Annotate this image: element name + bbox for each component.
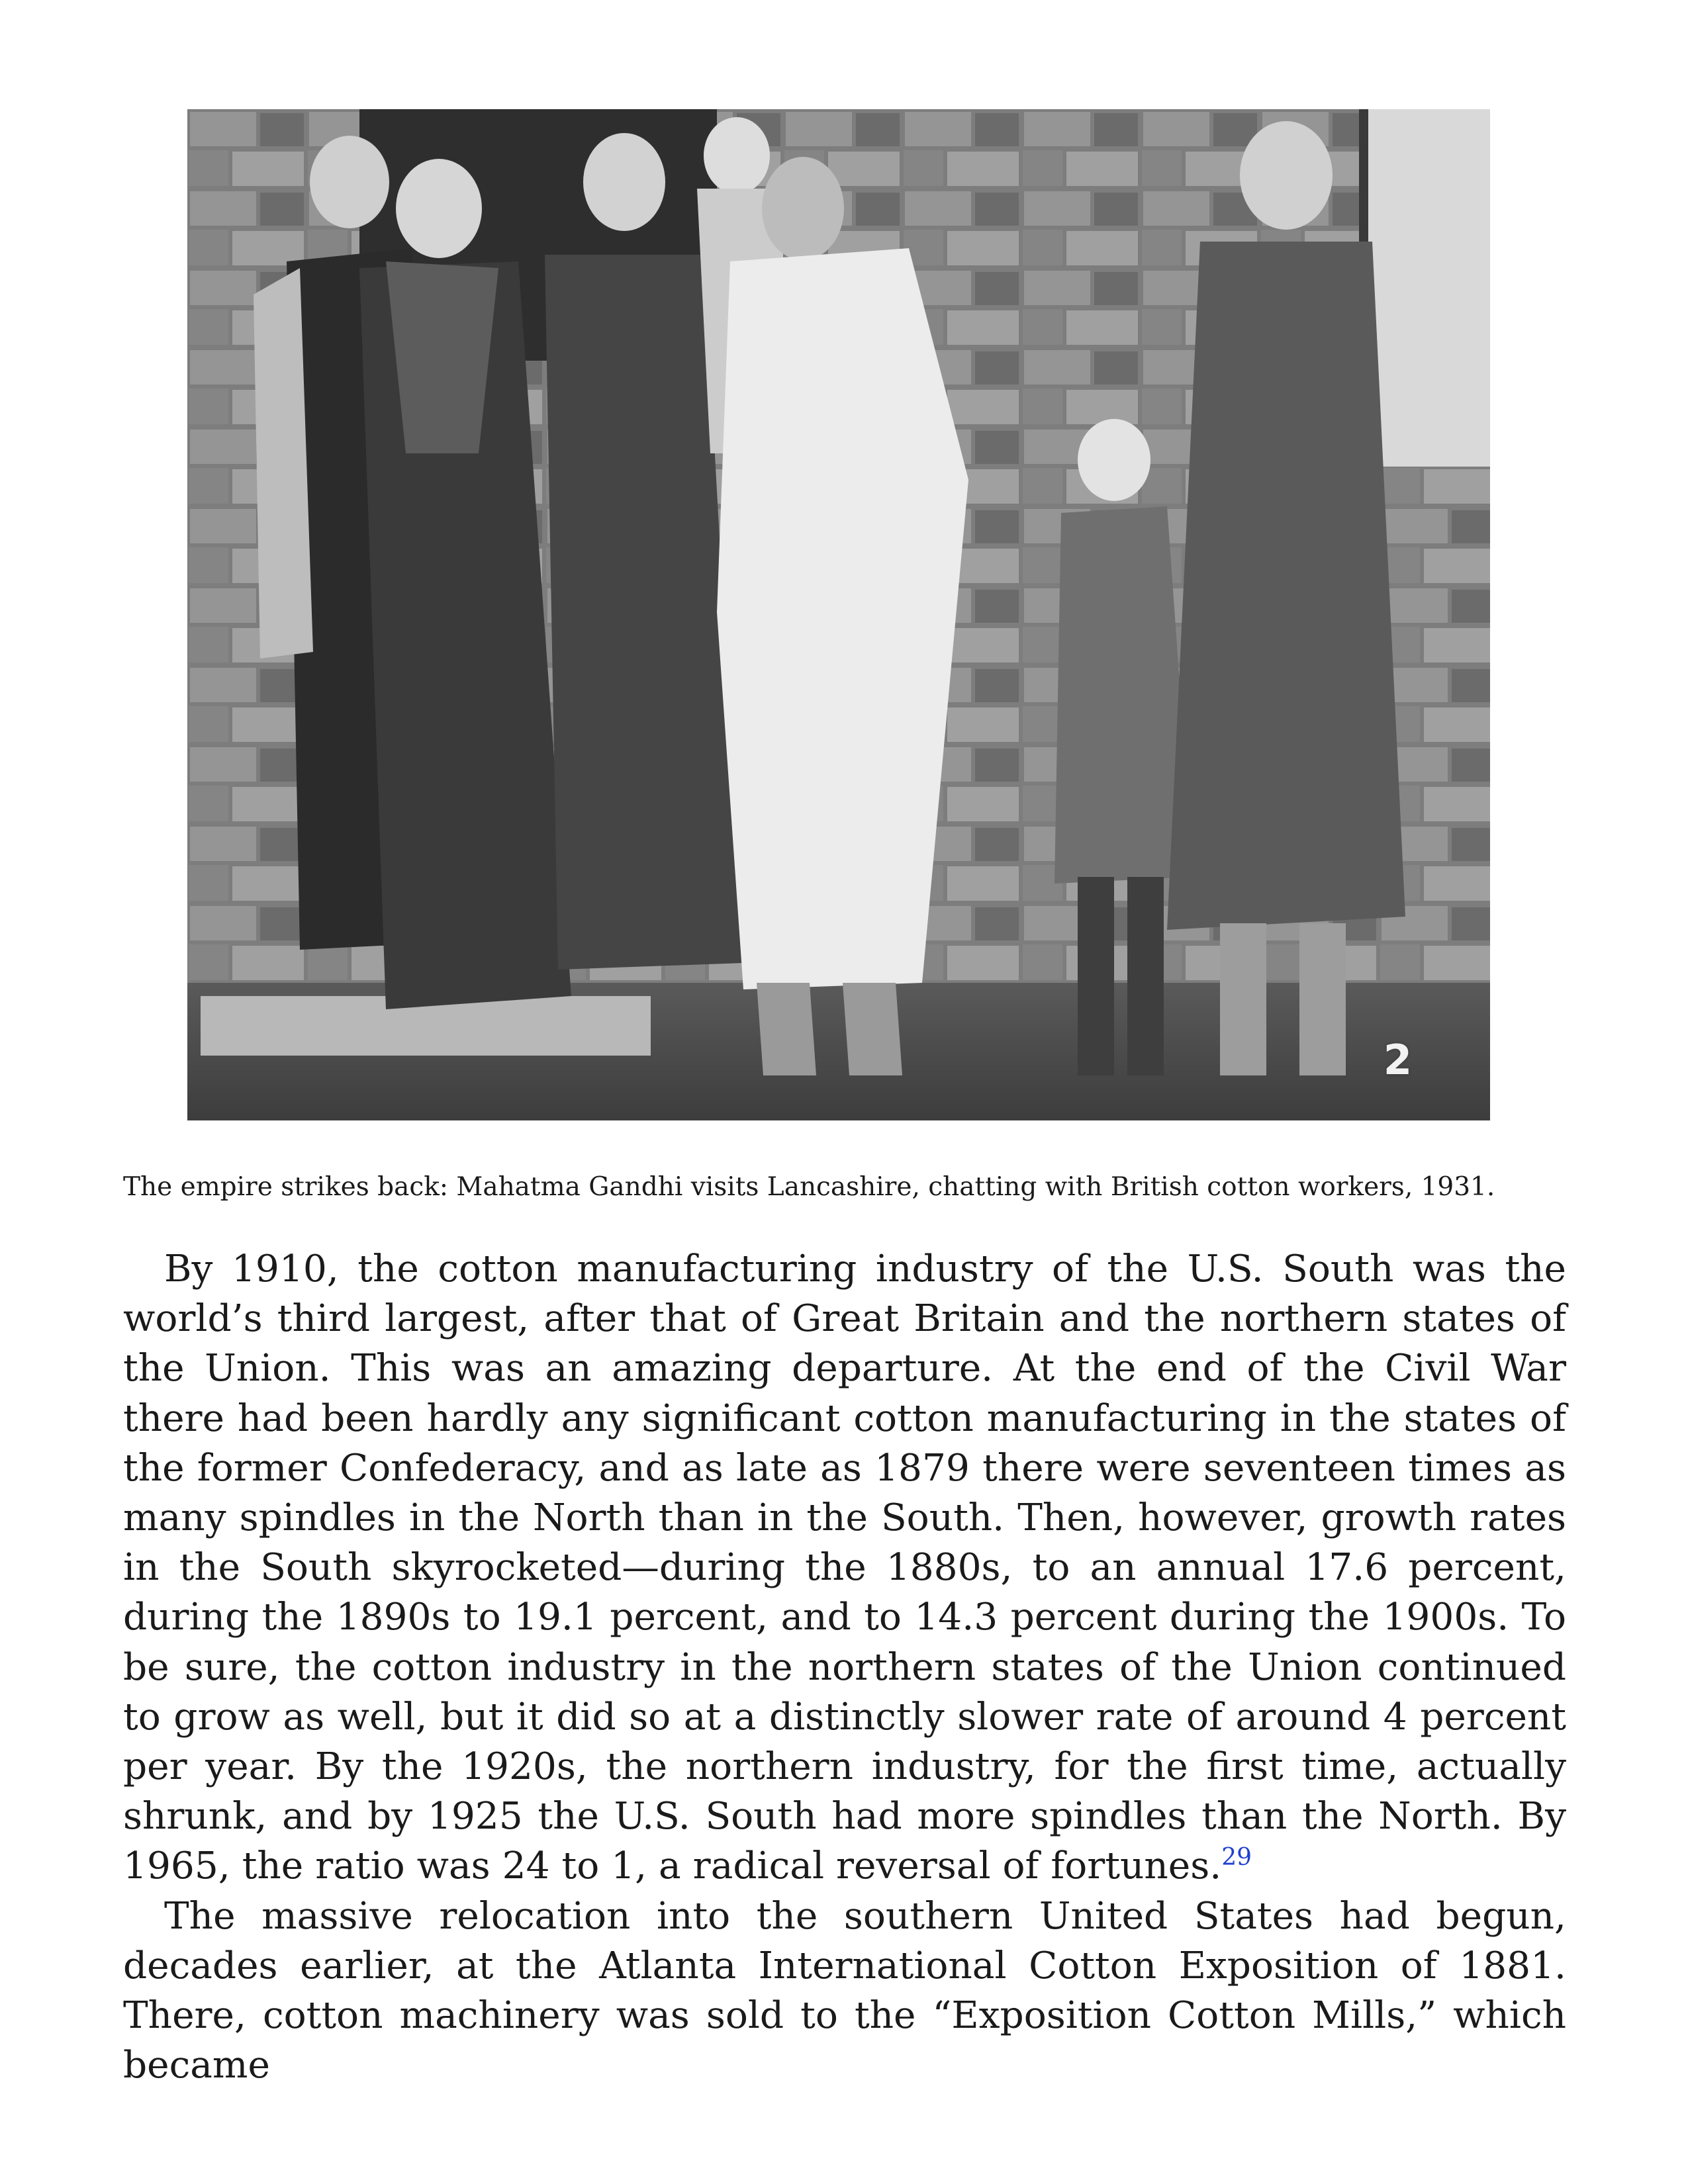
- figure-photograph: [187, 109, 1490, 1120]
- footnote-link[interactable]: 29: [1221, 1844, 1252, 1872]
- paragraph: [123, 1891, 1566, 2091]
- paragraph: [123, 1244, 1566, 1891]
- paragraph-text: By 1910, the cotton manufacturing industry of the U.S. South was the world’s third largest, after that of Great Britain and the northern states of the Union. This was an amazing departure. At the end of the Civil War there had been hardly any significant cotton manufacturing in the states of the former Confederacy, and as late as 1879 there were seventeen times as many spindles in the North than in the South. Then, however, growth rates in the South skyrocketed—during the 1880s, to an annual 17.6 percent, during the 1890s to 19.1 percent, and to 14.3 percent during the 1900s. To be sure, the cotton industry in the northern states of the Union continued to grow as well, but it did so at a distinctly slower rate of around 4 percent per year. By the 1920s, the northern industry, for the first time, actually shrunk, and by 1925 the U.S. South had more spindles than the North. By 1965, the ratio was 24 to 1, a radical reversal of fortunes.: [123, 1248, 1566, 1888]
- body-text: [123, 1244, 1566, 2090]
- figure-caption: The empire strikes back: Mahatma Gandhi visits Lancashire, chatting with British cotton workers, 1931.: [123, 1172, 1495, 1202]
- paragraph-text: The massive relocation into the southern United States had begun, decades earlier, at the Atlanta International Cotton Exposition of 1881. There, cotton machinery was sold to the “Exposition Cotton Mills,” which became: [123, 1894, 1566, 2087]
- photo-illustration: [187, 109, 1490, 1120]
- photo-number-label: 2: [1383, 1036, 1412, 1084]
